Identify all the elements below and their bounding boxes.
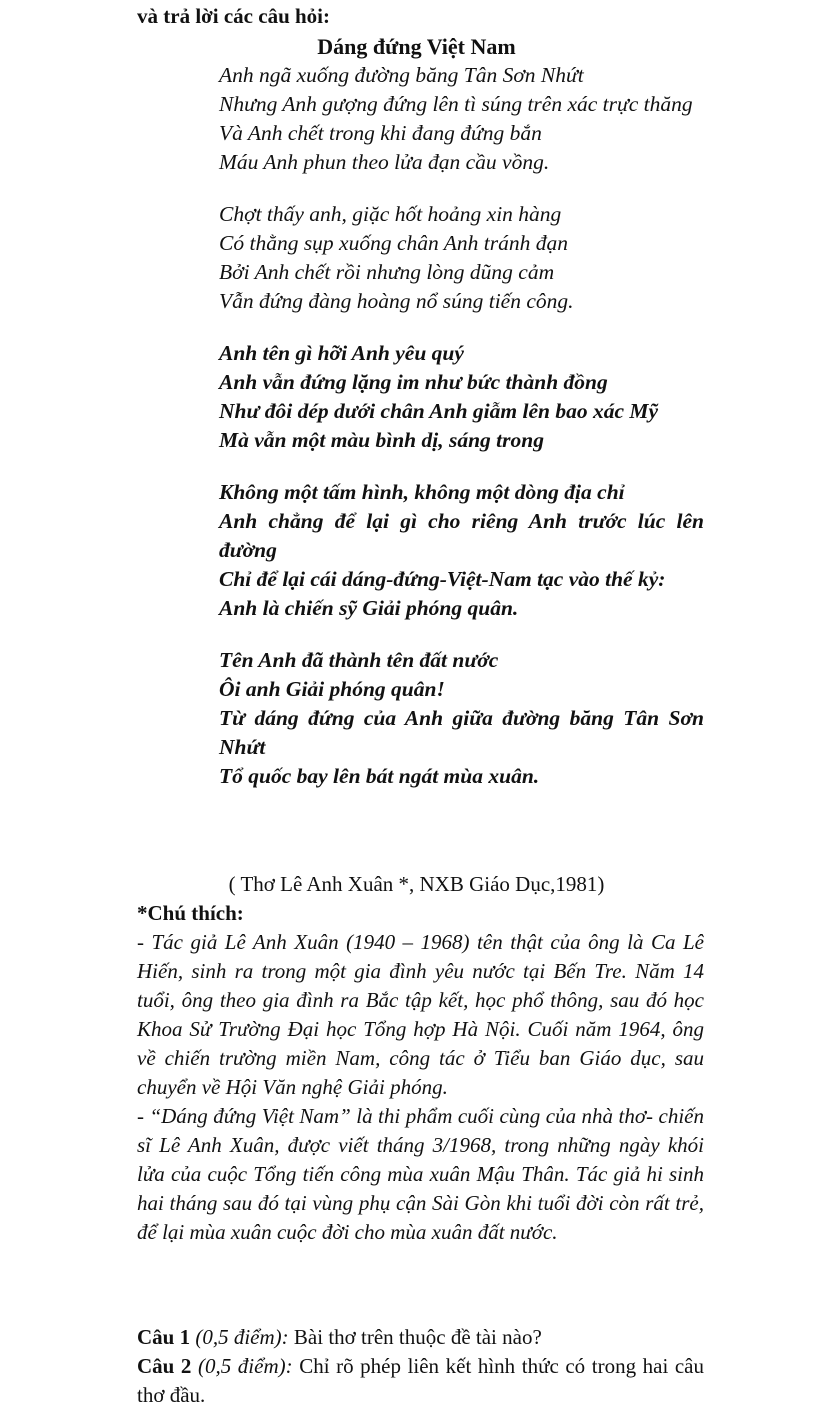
poem-line: Bởi Anh chết rồi nhưng lòng dũng cảm	[219, 260, 555, 284]
poem-line: Anh chẳng để lại gì cho riêng Anh trước lúc lên đường	[219, 509, 704, 562]
poem-stanza	[219, 339, 704, 455]
notes-section	[137, 928, 704, 1247]
poem-line: Như đôi dép dưới chân Anh giẫm lên bao xác Mỹ	[219, 399, 659, 423]
question-label: Câu 2	[137, 1354, 192, 1378]
poem-line: Chợt thấy anh, giặc hốt hoảng xin hàng	[219, 202, 562, 226]
questions-section	[137, 1323, 704, 1410]
question-text: Bài thơ trên thuộc đề tài nào?	[293, 1325, 542, 1349]
poem-stanza	[219, 478, 704, 623]
poem-stanza	[219, 200, 704, 316]
poem-line: Tổ quốc bay lên bát ngát mùa xuân.	[219, 764, 540, 788]
poem-line: Anh tên gì hỡi Anh yêu quý	[219, 341, 464, 365]
poem-line: Anh ngã xuống đường băng Tân Sơn Nhứt	[219, 63, 584, 87]
intro-instruction: và trả lời các câu hỏi:	[137, 4, 331, 28]
poem-line: Chỉ để lại cái dáng-đứng-Việt-Nam tạc vào thế kỷ:	[219, 567, 666, 591]
poem-source: ( Thơ Lê Anh Xuân *, NXB Giáo Dục,1981)	[228, 872, 605, 896]
note-poem: - “Dáng đứng Việt Nam” là thi phẩm cuối cùng của nhà thơ- chiến sĩ Lê Anh Xuân, được viết tháng 3/1968, trong những ngày khói lửa của cuộc Tổng tiến công mùa xuân Mậu Thân. Tác giả hi sinh hai tháng sau đó tại vùng phụ cận Sài Gòn khi tuổi đời còn rất trẻ, để lại mùa xuân cuộc đời cho mùa xuân đất nước.	[137, 1104, 704, 1244]
poem-line: Vẫn đứng đàng hoàng nổ súng tiến công.	[219, 289, 574, 313]
poem-line: Anh là chiến sỹ Giải phóng quân.	[219, 596, 519, 620]
poem-line: Anh vẫn đứng lặng im như bức thành đồng	[219, 370, 608, 394]
notes-heading: *Chú thích:	[137, 901, 244, 925]
poem-line: Không một tấm hình, không một dòng địa chỉ	[219, 480, 625, 504]
question-item	[137, 1323, 704, 1352]
poem-line: Có thằng sụp xuống chân Anh tránh đạn	[219, 231, 568, 255]
poem-stanza	[219, 61, 704, 177]
poem-line: Nhưng Anh gượng đứng lên tì súng trên xác trực thăng	[219, 92, 693, 116]
poem-line: Từ dáng đứng của Anh giữa đường băng Tân Sơn Nhứt	[219, 706, 704, 759]
poem-title: Dáng đứng Việt Nam	[317, 34, 516, 59]
poem-line: Và Anh chết trong khi đang đứng bắn	[219, 121, 542, 145]
question-item	[137, 1352, 704, 1410]
poem-line: Máu Anh phun theo lửa đạn cầu vồng.	[219, 150, 550, 174]
question-points: (0,5 điểm):	[195, 1325, 289, 1349]
poem-body	[219, 61, 704, 814]
poem-line: Mà vẫn một màu bình dị, sáng trong	[219, 428, 544, 452]
note-author: - Tác giả Lê Anh Xuân (1940 – 1968) tên thật của ông là Ca Lê Hiến, sinh ra trong một gia đình yêu nước tại Bến Tre. Năm 14 tuổi, ông theo gia đình ra Bắc tập kết, học phổ thông, sau đó học Khoa Sử Trường Đại học Tổng hợp Hà Nội. Cuối năm 1964, ông về chiến trường miền Nam, công tác ở Tiểu ban Giáo dục, sau chuyển về Hội Văn nghệ Giải phóng.	[137, 930, 704, 1099]
poem-line: Ôi anh Giải phóng quân!	[219, 677, 445, 701]
question-label: Câu 1	[137, 1325, 191, 1349]
poem-stanza	[219, 646, 704, 791]
poem-line: Tên Anh đã thành tên đất nước	[219, 648, 499, 672]
question-points: (0,5 điểm):	[198, 1354, 293, 1378]
question-text: Chỉ rõ phép liên kết hình thức có trong hai câu thơ đầu.	[137, 1354, 705, 1407]
